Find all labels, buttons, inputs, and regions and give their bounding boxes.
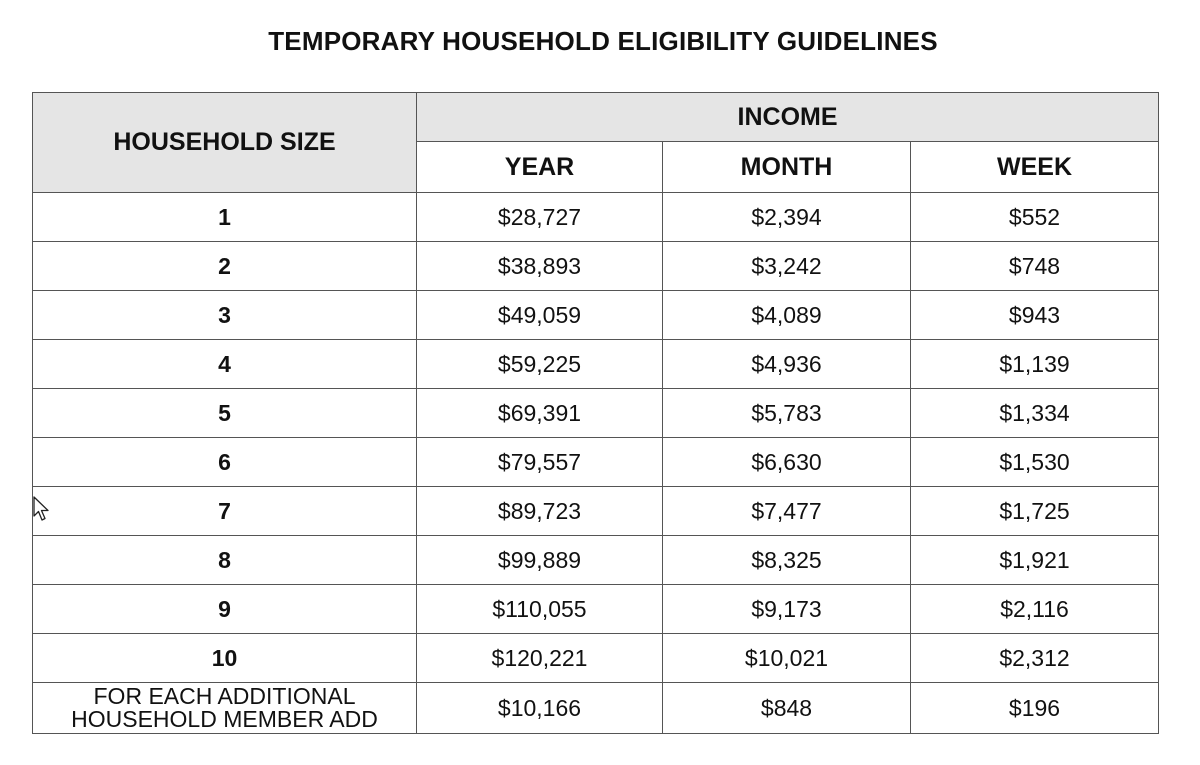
week-cell: $1,530 [911, 438, 1159, 487]
month-cell: $8,325 [663, 536, 911, 585]
month-cell: $9,173 [663, 585, 911, 634]
page-title: TEMPORARY HOUSEHOLD ELIGIBILITY GUIDELINES [268, 26, 938, 56]
year-cell: $38,893 [417, 242, 663, 291]
additional-label-line2: HOUSEHOLD MEMBER ADD [71, 706, 378, 732]
year-cell: $120,221 [417, 634, 663, 683]
table-row [33, 438, 1159, 487]
year-cell: $59,225 [417, 340, 663, 389]
year-cell: $110,055 [417, 585, 663, 634]
month-cell: $4,089 [663, 291, 911, 340]
month-cell: $3,242 [663, 242, 911, 291]
week-cell: $552 [911, 193, 1159, 242]
table-row [33, 340, 1159, 389]
month-cell: $6,630 [663, 438, 911, 487]
week-cell: $196 [911, 683, 1159, 734]
table-row [33, 487, 1159, 536]
additional-member-row [33, 683, 1159, 734]
week-cell: $2,116 [911, 585, 1159, 634]
household-size-cell: 1 [33, 193, 417, 242]
mouse-pointer-icon [33, 496, 53, 526]
table-row [33, 585, 1159, 634]
month-cell: $5,783 [663, 389, 911, 438]
table-row [33, 634, 1159, 683]
additional-label-line1: FOR EACH ADDITIONAL [93, 683, 356, 709]
year-cell: $69,391 [417, 389, 663, 438]
week-cell: $1,139 [911, 340, 1159, 389]
household-size-cell: 5 [33, 389, 417, 438]
household-size-cell: 10 [33, 634, 417, 683]
household-size-header: HOUSEHOLD SIZE [33, 93, 417, 193]
table-row [33, 193, 1159, 242]
week-header: WEEK [911, 142, 1159, 193]
month-cell: $10,021 [663, 634, 911, 683]
year-cell: $10,166 [417, 683, 663, 734]
month-cell: $4,936 [663, 340, 911, 389]
week-cell: $943 [911, 291, 1159, 340]
month-header: MONTH [663, 142, 911, 193]
household-size-cell: 3 [33, 291, 417, 340]
household-size-cell: 7 [33, 487, 417, 536]
year-cell: $89,723 [417, 487, 663, 536]
year-cell: $28,727 [417, 193, 663, 242]
week-cell: $748 [911, 242, 1159, 291]
year-header: YEAR [417, 142, 663, 193]
week-cell: $1,921 [911, 536, 1159, 585]
week-cell: $2,312 [911, 634, 1159, 683]
household-size-cell: 2 [33, 242, 417, 291]
week-cell: $1,334 [911, 389, 1159, 438]
table-row [33, 291, 1159, 340]
eligibility-table [32, 92, 1159, 734]
table-row [33, 389, 1159, 438]
household-size-cell: 6 [33, 438, 417, 487]
month-cell: $2,394 [663, 193, 911, 242]
household-size-cell: 9 [33, 585, 417, 634]
month-cell: $7,477 [663, 487, 911, 536]
income-header: INCOME [417, 93, 1159, 142]
household-size-cell: 4 [33, 340, 417, 389]
year-cell: $79,557 [417, 438, 663, 487]
year-cell: $99,889 [417, 536, 663, 585]
month-cell: $848 [663, 683, 911, 734]
household-size-cell: 8 [33, 536, 417, 585]
table-row [33, 242, 1159, 291]
table-row [33, 536, 1159, 585]
additional-member-label [33, 683, 417, 734]
week-cell: $1,725 [911, 487, 1159, 536]
year-cell: $49,059 [417, 291, 663, 340]
